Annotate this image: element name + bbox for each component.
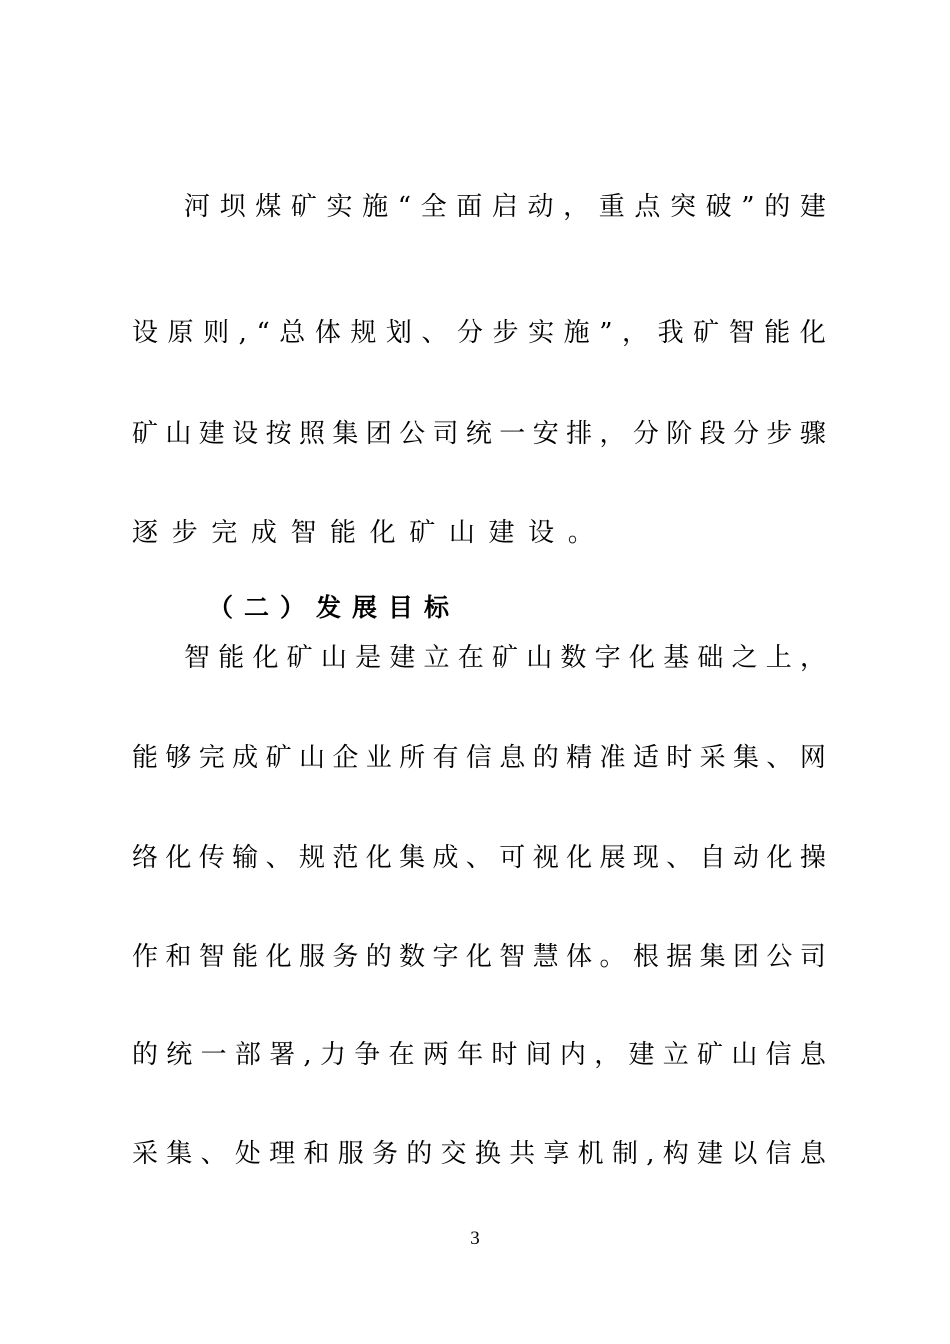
glyph: 在 [388, 1040, 415, 1070]
glyph: 统 [166, 1040, 193, 1070]
glyph: 设 [132, 318, 159, 348]
glyph: 启 [491, 192, 518, 222]
glyph: 按 [265, 419, 292, 449]
glyph: 突 [670, 192, 697, 222]
glyph: 共 [509, 1139, 536, 1169]
glyph: 动 [733, 843, 760, 873]
glyph: 务 [371, 1139, 398, 1169]
glyph: 建 [799, 192, 826, 222]
glyph: 的 [365, 942, 392, 972]
glyph: 服 [298, 942, 325, 972]
glyph: 是 [355, 643, 382, 673]
paragraph-2-line-5 [132, 1035, 826, 1075]
glyph: ， [599, 419, 626, 449]
glyph: 化 [265, 942, 292, 972]
glyph: 年 [457, 1040, 484, 1070]
glyph: 。 [599, 942, 626, 972]
glyph: ， [799, 643, 826, 673]
paragraph-2-line-2 [132, 738, 826, 778]
glyph: 制 [611, 1139, 638, 1169]
glyph: 动 [527, 192, 554, 222]
glyph: 分 [632, 419, 659, 449]
glyph: 内 [559, 1040, 586, 1070]
page-number: 3 [470, 1228, 480, 1249]
glyph: 享 [543, 1139, 570, 1169]
glyph: 上 [765, 643, 792, 673]
glyph: 化 [165, 843, 192, 873]
glyph: 作 [132, 942, 159, 972]
glyph: 矿 [409, 518, 436, 548]
glyph: 、 [465, 843, 492, 873]
glyph: 成 [232, 743, 259, 773]
glyph: 智 [198, 942, 225, 972]
glyph: 处 [234, 1139, 261, 1169]
glyph: 施 [362, 192, 389, 222]
glyph: 总 [279, 318, 306, 348]
glyph: 、 [666, 843, 693, 873]
glyph: 段 [699, 419, 726, 449]
glyph: 字 [594, 643, 621, 673]
paragraph-2-line-4 [132, 937, 826, 977]
glyph: 阶 [666, 419, 693, 449]
glyph: 视 [532, 843, 559, 873]
glyph: 能 [232, 942, 259, 972]
glyph: 和 [303, 1139, 330, 1169]
glyph: 矿 [693, 318, 720, 348]
glyph: 矿 [265, 743, 292, 773]
glyph: 照 [298, 419, 325, 449]
glyph: 署 [269, 1040, 296, 1070]
glyph: 山 [731, 1040, 758, 1070]
glyph: 传 [198, 843, 225, 873]
glyph: 原 [167, 318, 194, 348]
glyph: 够 [165, 743, 192, 773]
glyph: 能 [132, 743, 159, 773]
glyph: 信 [765, 1139, 792, 1169]
glyph: 重 [598, 192, 625, 222]
glyph: 字 [432, 942, 459, 972]
glyph: 逐 [132, 518, 159, 548]
glyph: 安 [532, 419, 559, 449]
glyph: 争 [354, 1040, 381, 1070]
glyph: 、 [200, 1139, 227, 1169]
glyph: 采 [132, 1139, 159, 1169]
glyph: 化 [365, 843, 392, 873]
glyph: 的 [764, 192, 791, 222]
glyph: 团 [365, 419, 392, 449]
glyph: 划 [385, 318, 412, 348]
glyph: 化 [252, 643, 279, 673]
glyph: 分 [733, 419, 760, 449]
glyph: 理 [269, 1139, 296, 1169]
glyph: 操 [799, 843, 826, 873]
glyph: 排 [566, 419, 593, 449]
glyph: 采 [699, 743, 726, 773]
glyph: 两 [422, 1040, 449, 1070]
glyph: 信 [465, 743, 492, 773]
glyph: 息 [499, 743, 526, 773]
glyph: 集 [699, 942, 726, 972]
glyph: 所 [399, 743, 426, 773]
glyph: “ [397, 192, 412, 222]
glyph: 实 [326, 192, 353, 222]
glyph: 可 [499, 843, 526, 873]
glyph: 一 [499, 419, 526, 449]
glyph: ， [594, 1040, 621, 1070]
glyph: 有 [432, 743, 459, 773]
glyph: 设 [232, 419, 259, 449]
glyph: 山 [448, 518, 475, 548]
paragraph-2-line-6 [132, 1134, 826, 1174]
glyph: 精 [566, 743, 593, 773]
glyph: 步 [171, 518, 198, 548]
glyph: 矿 [132, 419, 159, 449]
glyph: 化 [465, 942, 492, 972]
glyph: , [238, 318, 247, 348]
glyph: 立 [662, 1040, 689, 1070]
glyph: 以 [731, 1139, 758, 1169]
glyph: 慧 [532, 942, 559, 972]
glyph: 全 [420, 192, 447, 222]
glyph: 则 [203, 318, 230, 348]
glyph: 数 [399, 942, 426, 972]
glyph: 服 [337, 1139, 364, 1169]
glyph: 坝 [219, 192, 246, 222]
glyph: “ [256, 318, 270, 348]
glyph: 时 [491, 1040, 518, 1070]
glyph: 智 [499, 942, 526, 972]
glyph: 山 [298, 743, 325, 773]
glyph: 建 [488, 518, 515, 548]
glyph: 。 [567, 518, 594, 548]
glyph: 适 [632, 743, 659, 773]
glyph: 成 [250, 518, 277, 548]
glyph: 完 [198, 743, 225, 773]
glyph: 矿 [491, 643, 518, 673]
glyph: 公 [766, 942, 793, 972]
glyph: 交 [440, 1139, 467, 1169]
glyph: 化 [369, 518, 396, 548]
glyph: 成 [432, 843, 459, 873]
glyph: ， [622, 318, 649, 348]
glyph: 数 [560, 643, 587, 673]
glyph: 矿 [286, 643, 313, 673]
glyph: ， [563, 192, 590, 222]
glyph: 息 [799, 1040, 826, 1070]
glyph: , [303, 1040, 312, 1070]
glyph: 统 [465, 419, 492, 449]
glyph: 智 [290, 518, 317, 548]
glyph: 智 [728, 318, 755, 348]
glyph: 建 [697, 1139, 724, 1169]
glyph: 步 [766, 419, 793, 449]
glyph: 司 [432, 419, 459, 449]
glyph: ” [741, 192, 755, 222]
glyph: 矿 [290, 192, 317, 222]
glyph: 建 [628, 1040, 655, 1070]
glyph: 、 [766, 743, 793, 773]
glyph: 时 [666, 743, 693, 773]
glyph: 规 [298, 843, 325, 873]
glyph: 务 [332, 942, 359, 972]
glyph: 、 [265, 843, 292, 873]
glyph: 公 [399, 419, 426, 449]
glyph: 之 [731, 643, 758, 673]
glyph: 现 [632, 843, 659, 873]
glyph: 信 [765, 1040, 792, 1070]
glyph: , [646, 1139, 655, 1169]
glyph: 能 [764, 318, 791, 348]
glyph: 矿 [697, 1040, 724, 1070]
glyph: 体 [314, 318, 341, 348]
glyph: 破 [705, 192, 732, 222]
glyph: 山 [526, 643, 553, 673]
glyph: 构 [662, 1139, 689, 1169]
glyph: 立 [423, 643, 450, 673]
glyph: 、 [421, 318, 448, 348]
glyph: 和 [165, 942, 192, 972]
glyph: 山 [320, 643, 347, 673]
glyph: 司 [799, 942, 826, 972]
paragraph-1-line-4 [132, 513, 826, 553]
glyph: 集 [399, 843, 426, 873]
glyph: 面 [456, 192, 483, 222]
glyph: 完 [211, 518, 238, 548]
glyph: 智 [184, 643, 211, 673]
glyph: 的 [406, 1139, 433, 1169]
glyph: 我 [657, 318, 684, 348]
glyph: 基 [663, 643, 690, 673]
glyph: 在 [457, 643, 484, 673]
glyph: 自 [699, 843, 726, 873]
paragraph-2-line-3 [132, 838, 826, 878]
paragraph-1-line-2 [132, 313, 826, 353]
glyph: 化 [766, 843, 793, 873]
glyph: 建 [198, 419, 225, 449]
glyph: 的 [532, 743, 559, 773]
glyph: 步 [492, 318, 519, 348]
glyph: 骤 [799, 419, 826, 449]
glyph: 建 [389, 643, 416, 673]
glyph: 换 [474, 1139, 501, 1169]
glyph: 础 [697, 643, 724, 673]
glyph: 能 [218, 643, 245, 673]
glyph: 规 [350, 318, 377, 348]
glyph: 设 [528, 518, 555, 548]
glyph: 间 [525, 1040, 552, 1070]
paragraph-1-line-3 [132, 414, 826, 454]
paragraph-1-line-1 [184, 187, 826, 227]
glyph: 络 [132, 843, 159, 873]
glyph: 施 [563, 318, 590, 348]
glyph: 一 [200, 1040, 227, 1070]
glyph: 准 [599, 743, 626, 773]
glyph: 范 [332, 843, 359, 873]
glyph: 企 [332, 743, 359, 773]
glyph: 团 [733, 942, 760, 972]
glyph: 机 [577, 1139, 604, 1169]
glyph: 输 [232, 843, 259, 873]
glyph: 集 [733, 743, 760, 773]
glyph: 网 [799, 743, 826, 773]
glyph: 分 [457, 318, 484, 348]
glyph: ” [599, 318, 613, 348]
glyph: 的 [132, 1040, 159, 1070]
glyph: 煤 [255, 192, 282, 222]
glyph: 据 [666, 942, 693, 972]
glyph: 业 [365, 743, 392, 773]
glyph: 集 [166, 1139, 193, 1169]
section-heading: （二）发展目标 [208, 593, 461, 622]
glyph: 化 [628, 643, 655, 673]
glyph: 化 [799, 318, 826, 348]
paragraph-2-line-1 [184, 638, 826, 678]
glyph: 力 [319, 1040, 346, 1070]
glyph: 点 [634, 192, 661, 222]
glyph: 集 [332, 419, 359, 449]
glyph: 息 [799, 1139, 826, 1169]
glyph: 部 [234, 1040, 261, 1070]
glyph: 能 [330, 518, 357, 548]
glyph: 山 [165, 419, 192, 449]
glyph: 展 [599, 843, 626, 873]
glyph: 河 [184, 192, 211, 222]
glyph: 化 [566, 843, 593, 873]
glyph: 根 [632, 942, 659, 972]
glyph: 实 [528, 318, 555, 348]
glyph: 体 [566, 942, 593, 972]
